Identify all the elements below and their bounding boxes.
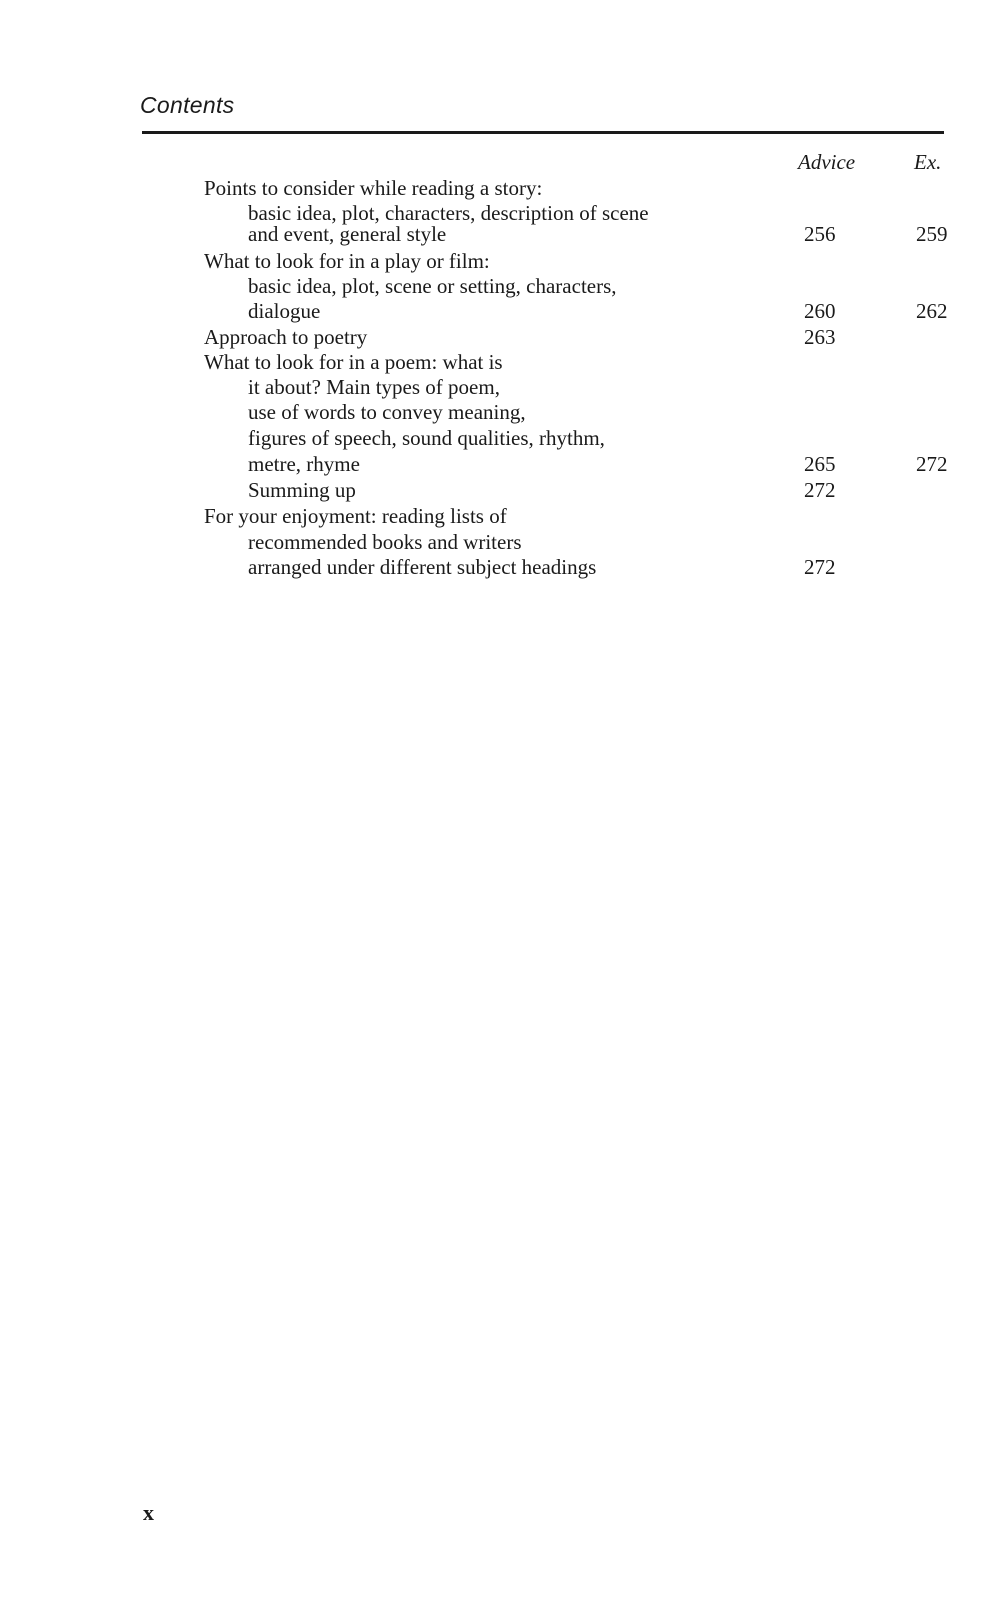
entry-text: basic idea, plot, characters, description of scene — [248, 201, 649, 225]
entry-text: figures of speech, sound qualities, rhythm, — [248, 426, 605, 450]
advice-column-header: Advice — [798, 150, 856, 174]
entry-text: and event, general style — [248, 222, 447, 246]
entry-text: basic idea, plot, scene or setting, characters, — [248, 274, 617, 298]
contents-heading: Contents — [140, 92, 235, 118]
entry-text: it about? Main types of poem, — [248, 375, 500, 399]
exercise-page-number: 272 — [916, 452, 948, 476]
advice-page-number: 256 — [804, 222, 836, 246]
advice-page-number: 263 — [804, 325, 836, 349]
exercise-page-number: 259 — [916, 222, 948, 246]
heading-rule — [142, 131, 944, 134]
entry-text: What to look for in a play or film: — [204, 249, 490, 273]
entry-text: Summing up — [248, 478, 356, 502]
advice-page-number: 260 — [804, 299, 836, 323]
entry-text: recommended books and writers — [248, 530, 522, 554]
entry-text: dialogue — [248, 299, 321, 323]
entry-text: metre, rhyme — [248, 452, 360, 476]
entry-text: Points to consider while reading a story: — [204, 176, 543, 200]
ex-column-header: Ex. — [914, 150, 942, 174]
exercise-page-number: 262 — [916, 299, 948, 323]
entry-text: Approach to poetry — [204, 325, 368, 349]
advice-page-number: 272 — [804, 555, 836, 579]
entry-text: For your enjoyment: reading lists of — [204, 504, 507, 528]
page-folio: x — [143, 1500, 154, 1525]
entry-text: arranged under different subject headings — [248, 555, 597, 579]
advice-page-number: 272 — [804, 478, 836, 502]
advice-page-number: 265 — [804, 452, 836, 476]
entry-text: What to look for in a poem: what is — [204, 350, 503, 374]
entry-text: use of words to convey meaning, — [248, 400, 526, 424]
